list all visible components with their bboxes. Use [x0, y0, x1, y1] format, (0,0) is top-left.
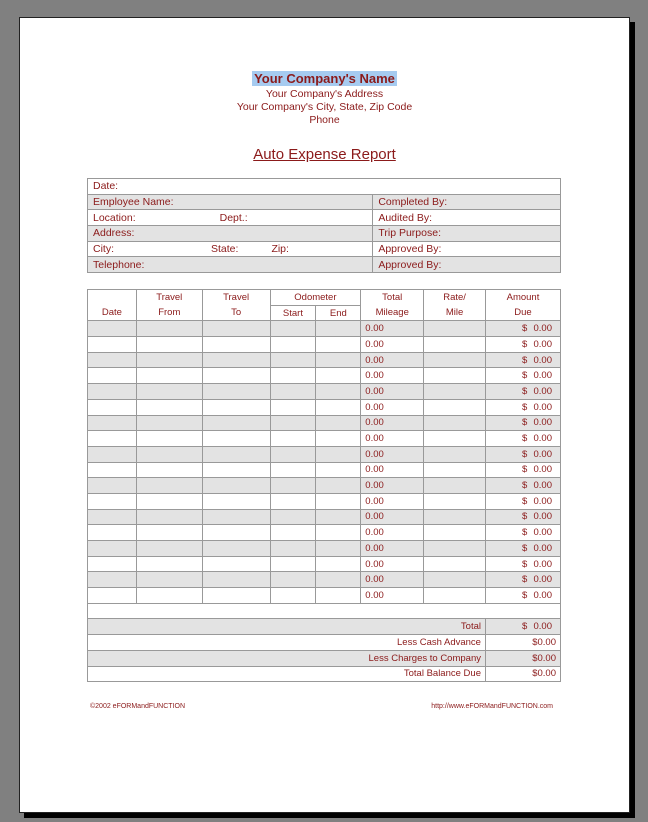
cell-total-mileage[interactable]: 0.00	[361, 478, 424, 494]
col-travel-to: Travel To	[202, 290, 270, 321]
cell-odometer-end[interactable]	[316, 525, 361, 541]
state-label: State:	[211, 243, 239, 256]
expense-row	[88, 446, 561, 462]
col-odometer-end: End	[316, 305, 361, 321]
cell-odometer-end[interactable]	[316, 588, 361, 604]
cell-odometer-start[interactable]	[270, 446, 316, 462]
cell-amount-due[interactable]: $ 0.00	[485, 337, 560, 353]
cell-rate[interactable]	[424, 462, 486, 478]
cell-travel-from[interactable]	[136, 399, 202, 415]
cell-amount-due[interactable]: $ 0.00	[485, 352, 560, 368]
cell-travel-to[interactable]	[202, 493, 270, 509]
cell-odometer-end[interactable]	[316, 337, 361, 353]
cell-travel-to[interactable]	[202, 478, 270, 494]
cell-travel-to[interactable]	[202, 399, 270, 415]
cell-odometer-start[interactable]	[270, 572, 316, 588]
cell-total-mileage[interactable]: 0.00	[361, 556, 424, 572]
cell-rate[interactable]	[424, 368, 486, 384]
cell-odometer-end[interactable]	[316, 368, 361, 384]
cash-advance-value[interactable]: $0.00	[485, 635, 560, 651]
cell-amount-due[interactable]: $ 0.00	[485, 431, 560, 447]
cell-odometer-end[interactable]	[316, 493, 361, 509]
cell-rate[interactable]	[424, 556, 486, 572]
cell-amount-due[interactable]: $ 0.00	[485, 556, 560, 572]
cell-odometer-end[interactable]	[316, 478, 361, 494]
cell-amount-due[interactable]: $ 0.00	[485, 541, 560, 557]
cell-rate[interactable]	[424, 415, 486, 431]
cell-total-mileage[interactable]: 0.00	[361, 431, 424, 447]
cell-date[interactable]	[88, 352, 137, 368]
cell-odometer-end[interactable]	[316, 321, 361, 337]
cell-odometer-start[interactable]	[270, 509, 316, 525]
cell-date[interactable]	[88, 384, 137, 400]
cell-date[interactable]	[88, 415, 137, 431]
blank-row	[88, 603, 561, 619]
col-travel-from: Travel From	[136, 290, 202, 321]
cash-advance-label: Less Cash Advance	[88, 635, 486, 651]
cell-amount-due[interactable]: $ 0.00	[485, 509, 560, 525]
col-amount-due: Amount Due	[485, 290, 560, 321]
col-rate: Rate/ Mile	[424, 290, 486, 321]
cell-date[interactable]	[88, 337, 137, 353]
cell-travel-from[interactable]	[136, 541, 202, 557]
dept-label: Dept.:	[219, 211, 248, 224]
cell-amount-due[interactable]: $ 0.00	[485, 368, 560, 384]
cell-odometer-end[interactable]	[316, 509, 361, 525]
cell-travel-from[interactable]	[136, 352, 202, 368]
cell-amount-due[interactable]: $ 0.00	[485, 525, 560, 541]
cell-total-mileage[interactable]: 0.00	[361, 525, 424, 541]
approved-by-field-2[interactable]: Approved By:	[373, 257, 561, 273]
expense-row	[88, 368, 561, 384]
expense-row	[88, 384, 561, 400]
cell-travel-from[interactable]	[136, 415, 202, 431]
company-address: Your Company's Address	[265, 88, 384, 100]
col-odometer-start: Start	[270, 305, 316, 321]
cell-odometer-start[interactable]	[270, 321, 316, 337]
cell-odometer-end[interactable]	[316, 541, 361, 557]
cell-date[interactable]	[88, 462, 137, 478]
expense-row	[88, 509, 561, 525]
cell-rate[interactable]	[424, 588, 486, 604]
cell-date[interactable]	[88, 368, 137, 384]
cell-travel-from[interactable]	[136, 556, 202, 572]
cell-travel-to[interactable]	[202, 415, 270, 431]
date-field[interactable]: Date:	[88, 179, 561, 195]
cell-total-mileage[interactable]: 0.00	[361, 572, 424, 588]
cell-travel-from[interactable]	[136, 509, 202, 525]
cell-total-mileage[interactable]: 0.00	[361, 541, 424, 557]
cell-total-mileage[interactable]: 0.00	[361, 462, 424, 478]
cell-travel-from[interactable]	[136, 431, 202, 447]
cell-amount-due[interactable]: $ 0.00	[485, 399, 560, 415]
cell-odometer-end[interactable]	[316, 399, 361, 415]
completed-by-field[interactable]: Completed By:	[373, 194, 561, 210]
cell-total-mileage[interactable]: 0.00	[361, 337, 424, 353]
cell-odometer-start[interactable]	[270, 352, 316, 368]
company-name[interactable]: Your Company's Name	[254, 71, 395, 86]
cell-date[interactable]	[88, 541, 137, 557]
approved-by-field-1[interactable]: Approved By:	[373, 241, 561, 257]
cell-odometer-start[interactable]	[270, 588, 316, 604]
expense-row	[88, 337, 561, 353]
cell-date[interactable]	[88, 478, 137, 494]
cell-date[interactable]	[88, 509, 137, 525]
col-total-mileage: Total Mileage	[361, 290, 424, 321]
cell-odometer-start[interactable]	[270, 399, 316, 415]
cell-travel-to[interactable]	[202, 446, 270, 462]
cell-travel-from[interactable]	[136, 462, 202, 478]
cell-odometer-end[interactable]	[316, 462, 361, 478]
expense-row	[88, 321, 561, 337]
total-value[interactable]: $ 0.00	[485, 619, 560, 635]
cell-travel-to[interactable]	[202, 384, 270, 400]
cell-odometer-end[interactable]	[316, 572, 361, 588]
cell-date[interactable]	[88, 321, 137, 337]
cell-travel-to[interactable]	[202, 352, 270, 368]
expense-row	[88, 399, 561, 415]
cell-date[interactable]	[88, 525, 137, 541]
expense-row	[88, 478, 561, 494]
col-odometer: Odometer	[270, 290, 361, 306]
cell-date[interactable]	[88, 493, 137, 509]
cell-amount-due[interactable]: $ 0.00	[485, 384, 560, 400]
cell-total-mileage[interactable]: 0.00	[361, 321, 424, 337]
cell-travel-to[interactable]	[202, 556, 270, 572]
footer-copyright: ©2002 eFORMandFUNCTION	[90, 703, 186, 710]
cell-rate[interactable]	[424, 541, 486, 557]
cell-odometer-start[interactable]	[270, 478, 316, 494]
city-field[interactable]: City: State: Zip:	[88, 241, 373, 257]
cell-rate[interactable]	[424, 493, 486, 509]
cell-odometer-end[interactable]	[316, 384, 361, 400]
company-phone: Phone	[309, 114, 340, 126]
cell-travel-to[interactable]	[202, 588, 270, 604]
cell-rate[interactable]	[424, 525, 486, 541]
cell-odometer-start[interactable]	[270, 431, 316, 447]
expense-table	[87, 289, 561, 682]
expense-row	[88, 525, 561, 541]
cell-rate[interactable]	[424, 431, 486, 447]
cell-travel-from[interactable]	[136, 572, 202, 588]
cell-amount-due[interactable]: $ 0.00	[485, 588, 560, 604]
cell-amount-due[interactable]: $ 0.00	[485, 321, 560, 337]
employee-info-table	[87, 178, 561, 273]
cell-date[interactable]	[88, 431, 137, 447]
cell-travel-from[interactable]	[136, 368, 202, 384]
cell-odometer-start[interactable]	[270, 368, 316, 384]
cell-odometer-end[interactable]	[316, 556, 361, 572]
trip-purpose-field[interactable]: Trip Purpose:	[373, 226, 561, 242]
expense-row	[88, 431, 561, 447]
cell-rate[interactable]	[424, 384, 486, 400]
cell-total-mileage[interactable]: 0.00	[361, 588, 424, 604]
expense-row	[88, 462, 561, 478]
report-title: Auto Expense Report	[253, 146, 396, 163]
cell-odometer-start[interactable]	[270, 541, 316, 557]
cell-travel-to[interactable]	[202, 525, 270, 541]
cell-rate[interactable]	[424, 509, 486, 525]
cell-rate[interactable]	[424, 337, 486, 353]
cell-odometer-start[interactable]	[270, 556, 316, 572]
expense-row	[88, 556, 561, 572]
cell-amount-due[interactable]: $ 0.00	[485, 493, 560, 509]
cell-date[interactable]	[88, 572, 137, 588]
expense-row	[88, 588, 561, 604]
employee-name-field[interactable]: Employee Name:	[88, 194, 373, 210]
cell-total-mileage[interactable]: 0.00	[361, 384, 424, 400]
expense-row	[88, 572, 561, 588]
col-date: Date	[88, 290, 137, 321]
audited-by-field[interactable]: Audited By:	[373, 210, 561, 226]
expense-row	[88, 415, 561, 431]
cell-rate[interactable]	[424, 399, 486, 415]
cell-odometer-start[interactable]	[270, 384, 316, 400]
cell-total-mileage[interactable]: 0.00	[361, 415, 424, 431]
cell-rate[interactable]	[424, 352, 486, 368]
cell-travel-from[interactable]	[136, 588, 202, 604]
cell-travel-from[interactable]	[136, 525, 202, 541]
cell-rate[interactable]	[424, 446, 486, 462]
cell-total-mileage[interactable]: 0.00	[361, 399, 424, 415]
cell-travel-to[interactable]	[202, 368, 270, 384]
zip-label: Zip:	[271, 243, 289, 256]
cell-total-mileage[interactable]: 0.00	[361, 352, 424, 368]
cell-odometer-end[interactable]	[316, 352, 361, 368]
cell-odometer-start[interactable]	[270, 525, 316, 541]
cell-travel-from[interactable]	[136, 384, 202, 400]
cell-amount-due[interactable]: $ 0.00	[485, 572, 560, 588]
cell-rate[interactable]	[424, 321, 486, 337]
cell-travel-to[interactable]	[202, 462, 270, 478]
cell-travel-from[interactable]	[136, 478, 202, 494]
cell-date[interactable]	[88, 556, 137, 572]
cell-amount-due[interactable]: $ 0.00	[485, 462, 560, 478]
charges-label: Less Charges to Company	[88, 650, 486, 666]
cell-date[interactable]	[88, 399, 137, 415]
cell-travel-to[interactable]	[202, 572, 270, 588]
cell-rate[interactable]	[424, 572, 486, 588]
company-city-line: Your Company's City, State, Zip Code	[236, 101, 413, 113]
cell-date[interactable]	[88, 446, 137, 462]
expense-row	[88, 541, 561, 557]
cell-odometer-end[interactable]	[316, 415, 361, 431]
cell-amount-due[interactable]: $ 0.00	[485, 446, 560, 462]
telephone-field[interactable]: Telephone:	[88, 257, 373, 273]
cell-amount-due[interactable]: $ 0.00	[485, 478, 560, 494]
cell-odometer-start[interactable]	[270, 462, 316, 478]
document-page	[19, 17, 630, 813]
footer-url[interactable]: http://www.eFORMandFUNCTION.com	[431, 703, 553, 710]
expense-row	[88, 493, 561, 509]
cell-odometer-start[interactable]	[270, 415, 316, 431]
cell-travel-to[interactable]	[202, 337, 270, 353]
cell-total-mileage[interactable]: 0.00	[361, 509, 424, 525]
balance-value[interactable]: $0.00	[485, 666, 560, 682]
cell-travel-to[interactable]	[202, 431, 270, 447]
cell-odometer-end[interactable]	[316, 431, 361, 447]
balance-label: Total Balance Due	[88, 666, 486, 682]
cell-date[interactable]	[88, 588, 137, 604]
cell-travel-to[interactable]	[202, 541, 270, 557]
cell-travel-from[interactable]	[136, 321, 202, 337]
location-field[interactable]: Location: Dept.:	[88, 210, 373, 226]
cell-odometer-start[interactable]	[270, 337, 316, 353]
cell-odometer-start[interactable]	[270, 493, 316, 509]
cell-total-mileage[interactable]: 0.00	[361, 368, 424, 384]
cell-travel-from[interactable]	[136, 446, 202, 462]
cell-total-mileage[interactable]: 0.00	[361, 446, 424, 462]
charges-value[interactable]: $0.00	[485, 650, 560, 666]
cell-travel-from[interactable]	[136, 493, 202, 509]
total-label: Total	[88, 619, 486, 635]
cell-travel-to[interactable]	[202, 321, 270, 337]
expense-row	[88, 352, 561, 368]
address-field[interactable]: Address:	[88, 226, 373, 242]
cell-amount-due[interactable]: $ 0.00	[485, 415, 560, 431]
cell-travel-to[interactable]	[202, 509, 270, 525]
cell-rate[interactable]	[424, 478, 486, 494]
cell-total-mileage[interactable]: 0.00	[361, 493, 424, 509]
cell-odometer-end[interactable]	[316, 446, 361, 462]
cell-travel-from[interactable]	[136, 337, 202, 353]
